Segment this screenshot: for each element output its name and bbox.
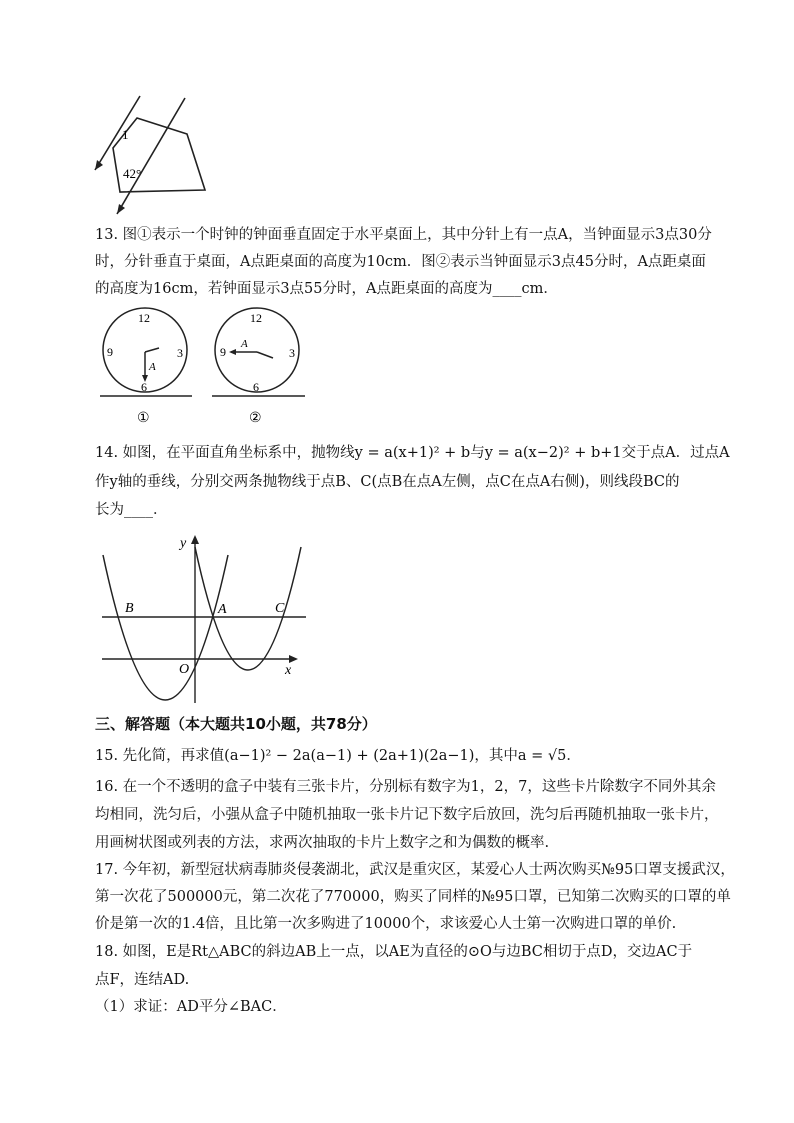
angle-label-42: 42° [123, 166, 142, 181]
parabola-figure [98, 533, 313, 708]
pentagon-figure [85, 92, 220, 217]
label-b: B [125, 601, 134, 616]
label-x: x [285, 663, 292, 678]
section-3-heading: 三、解答题（本大题共10小题，共78分） [95, 715, 377, 733]
q14-line-3: 长为____． [95, 502, 168, 518]
clock-figures [95, 300, 315, 430]
clock-1 [100, 308, 192, 426]
q13-line-3: 的高度为16cm，若钟面显示3点55分时，A点距桌面的高度为____cm． [95, 281, 558, 297]
q18-line-1: 18. 如图，E是Rt△ABC的斜边AB上一点，以AE为直径的⊙O与边BC相切于点D，交边AC于 [95, 944, 693, 960]
clock1-num-3: 3 [177, 346, 183, 360]
q15-line-1: 15. 先化简，再求值(a−1)² − 2a(a−1) + (2a+1)(2a−1)，其中a = √5． [95, 748, 581, 764]
clock1-num-6: 6 [141, 380, 147, 394]
q14-line-2: 作y轴的垂线，分别交两条抛物线于点B、C(点B在点A左侧，点C在点A右侧)，则线段BC的 [95, 474, 680, 490]
q18-line-3: （1）求证：AD平分∠BAC． [95, 999, 287, 1015]
q13-line-1: 13. 图①表示一个时钟的钟面垂直固定于水平桌面上，其中分针上有一点A，当钟面显示3点30分 [95, 227, 712, 243]
arrow-head-right [117, 204, 125, 214]
clock2-num-6: 6 [253, 380, 259, 394]
label-y: y [180, 536, 187, 551]
clock2-num-12: 12 [250, 311, 262, 325]
clock2-num-9: 9 [220, 345, 226, 359]
q17-line-3: 价是第一次的1.4倍，且比第一次多购进了10000个，求该爱心人士第一次购进口罩的单价. [95, 916, 677, 932]
q16-line-3: 用画树状图或列表的方法，求两次抽取的卡片上数字之和为偶数的概率. [95, 835, 550, 851]
q16-line-2: 均相同，洗匀后，小强从盒子中随机抽取一张卡片记下数字后放回，洗匀后再随机抽取一张卡片， [95, 807, 719, 823]
clock2-caption: ② [249, 411, 262, 426]
parallel-line-left [95, 96, 140, 170]
arrow-head-left [95, 160, 103, 170]
q16-line-1: 16. 在一个不透明的盒子中装有三张卡片，分别标有数字为1，2，7，这些卡片除数字不同外其余 [95, 779, 716, 795]
clock2-point-a: A [241, 338, 248, 350]
q13-line-2: 时，分针垂直于桌面，A点距桌面的高度为10cm．图②表示当钟面显示3点45分时，A点距桌面 [95, 254, 706, 270]
angle-label-1: 1 [122, 127, 129, 142]
clock1-point-a: A [149, 361, 156, 373]
clock1-caption: ① [137, 411, 150, 426]
label-c: C [275, 601, 285, 616]
q14-line-1: 14. 如图，在平面直角坐标系中，抛物线y = a(x+1)² + b与y = a(x−2)² + b+1交于点A．过点A [95, 445, 730, 461]
label-a: A [218, 602, 227, 617]
clock1-num-12: 12 [138, 311, 150, 325]
label-o: O [179, 662, 190, 677]
q17-line-2: 第一次花了500000元，第二次花了770000，购买了同样的№95口罩，已知第二次购买的口罩的单 [95, 889, 731, 905]
clock2-num-3: 3 [289, 346, 295, 360]
parallel-line-right [117, 98, 185, 214]
q18-line-2: 点F，连结AD. [95, 972, 190, 988]
parabola-left [103, 555, 228, 700]
parabola-right [195, 547, 301, 670]
clock1-num-9: 9 [107, 345, 113, 359]
clock-2 [212, 308, 305, 426]
q17-line-1: 17. 今年初，新型冠状病毒肺炎侵袭湖北，武汉是重灾区，某爱心人士两次购买№95口罩支援武汉， [95, 862, 735, 878]
